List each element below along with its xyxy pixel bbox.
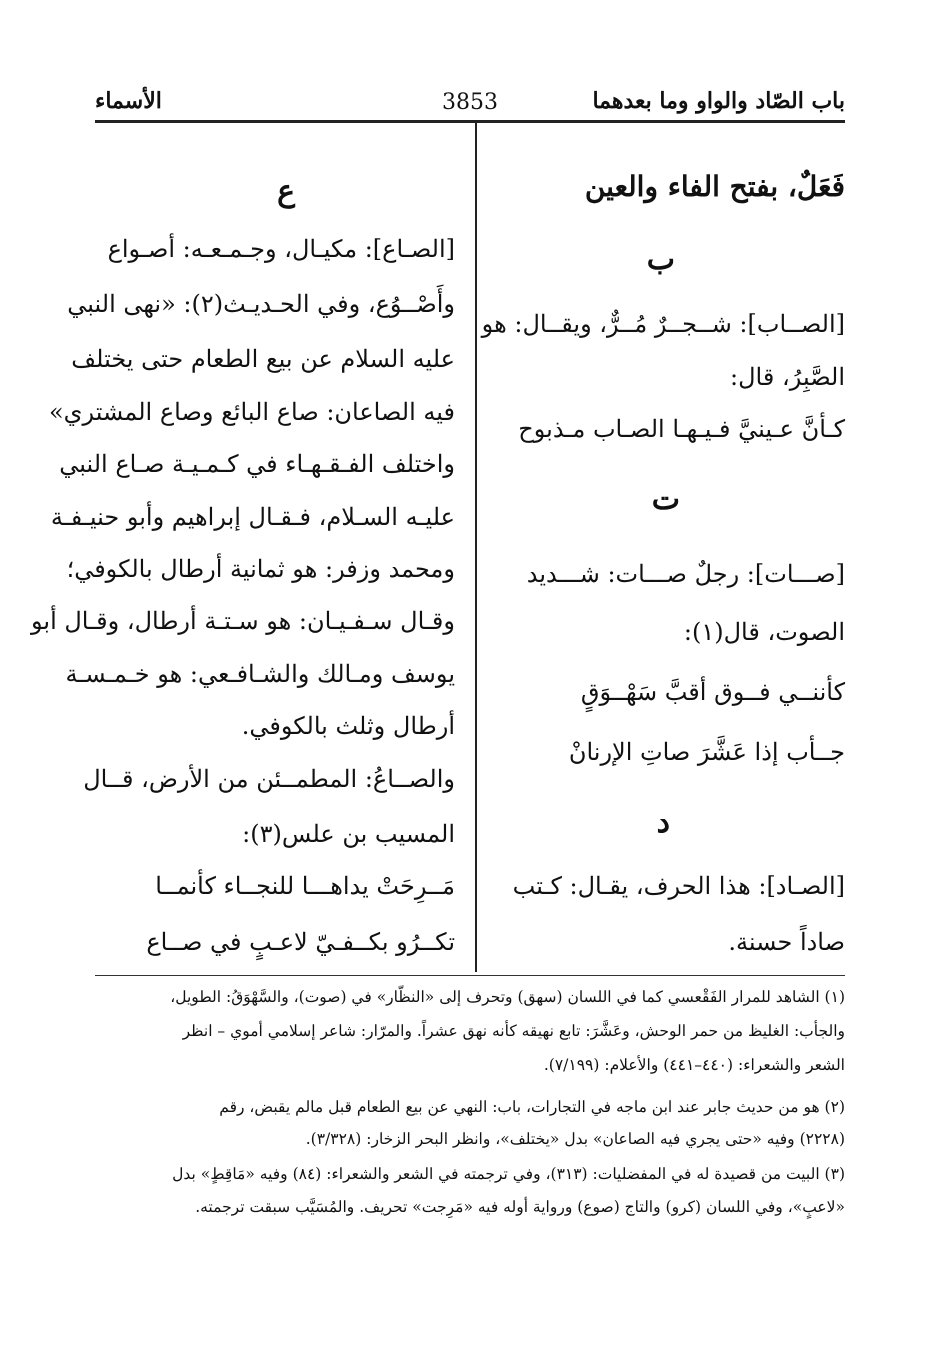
footnote-line: (٣) البيت من قصيدة له في المفضليات: (٣١٣)، وفي ترجمته في الشعر والشعراء: (٨٤) وفيه «مَاقِطٍ» بدل xyxy=(172,1165,845,1183)
entry-line: عليـه السـلام، فـقـال إبراهيم وأبو حنيـفـة xyxy=(50,503,455,531)
entry-line: أرطال وثلث بالكوفي. xyxy=(241,712,455,740)
chapter-title: باب الصّاد والواو وما بعدهما xyxy=(592,88,845,114)
entry-line: والصــاعُ: المطمــئن من الأرض، قــال xyxy=(83,765,455,793)
entry-line: عليه السلام عن بيع الطعام حتى يختلف xyxy=(71,345,455,373)
footnote-line: (٢٢٢٨) وفيه «حتى يجري فيه الصاعان» بدل «يختلف»، وانظر البحر الزخار: (٣/٣٢٨). xyxy=(305,1130,845,1148)
entry-line: [صـــات]: رجلٌ صـــات: شـــديد xyxy=(526,560,845,588)
verse-line: مَــرِحَتْ يداهـــا للنجــاء كأنمــا xyxy=(155,872,455,900)
footnote-line: (١) الشاهد للمرار الفَقْعسي كما في اللسان (سهق) وتحرف إلى «النظّار» في (صوت)، والسَّهْوَقُ: الطويل، xyxy=(170,988,845,1006)
verse-line: جــأب إذا عَشَّرَ صاتِ الإرنانْ xyxy=(568,738,845,766)
footnote-rule xyxy=(95,975,845,976)
entry-line: ومحمد وزفر: هو ثمانية أرطال بالكوفي؛ xyxy=(66,555,455,583)
footnote-line: (٢) هو من حديث جابر عند ابن ماجه في التجارات، باب: النهي عن بيع الطعام قبل مالم يقبض، رقم xyxy=(219,1098,845,1116)
letter-heading-d: د xyxy=(656,805,670,840)
header-rule xyxy=(95,120,845,123)
entry-line: واختلف الفـقـهـاء في كـمـيـة صـاع النبي xyxy=(59,450,455,478)
entry-line: المسيب بن علس(٣): xyxy=(242,820,455,848)
entry-line: صاداً حسنة. xyxy=(728,928,845,956)
verse-line: كأننــي فــوق أقبَّ سَهْــوَقٍ xyxy=(580,678,845,706)
entry-line: وقـال سـفـيـان: هو سـتـة أرطال، وقـال أبو xyxy=(30,607,455,635)
entry-line: [الصـاد]: هذا الحرف، يقـال: كـتب xyxy=(512,872,845,900)
entry-line: [الصـاع]: مكيـال، وجـمـعـه: أصـواع xyxy=(107,235,455,263)
entry-line: الصوت، قال(١): xyxy=(683,618,845,646)
column-divider xyxy=(475,122,477,972)
footnote-line: الشعر والشعراء: (٤٤٠–٤٤١) والأعلام: (٧/١٩٩). xyxy=(543,1056,845,1074)
page-number: 3853 xyxy=(442,90,498,115)
entry-line: يوسف ومـالك والشـافـعي: هو خـمـسـة xyxy=(65,660,455,688)
entry-line: [الصــاب]: شــجــرٌ مُــرٌّ، ويقــال: هو xyxy=(481,310,845,338)
pattern-heading: فَعَلٌ، بفتح الفاء والعين xyxy=(584,170,845,203)
entry-line: الصَّبِرُ، قال: xyxy=(730,363,845,391)
verse-line: كـأنَّ عـينيَّ فـيـهـا الصـاب مـذبوح xyxy=(518,415,845,443)
letter-heading-t: ت xyxy=(651,482,680,517)
section-title: الأسماء xyxy=(95,88,162,114)
page-header xyxy=(95,84,845,124)
footnote-line: والجأب: الغليظ من حمر الوحش، وعَشَّرَ: تابع نهيقه كأنه نهق عشراً. والمرّار: شاعر إسلامي أموي – انظر xyxy=(182,1022,845,1040)
verse-line: تكــرُو بكــفـيّ لاعـبٍ في صــاع xyxy=(146,928,455,956)
letter-heading-b: ب xyxy=(646,242,675,277)
footnote-line: «لاعبٍ»، وفي اللسان (كرو) والتاج (صوع) ورواية أوله فيه «مَرِجت» تحريف. والمُسَيَّب سبقت ترجمته. xyxy=(195,1198,845,1216)
letter-heading-ain: ع xyxy=(277,174,295,209)
entry-line: فيه الصاعان: صاع البائع وصاع المشتري» xyxy=(49,398,455,426)
entry-line: وأَصْــوُع، وفي الحـديـث(٢): «نهى النبي xyxy=(67,290,455,318)
